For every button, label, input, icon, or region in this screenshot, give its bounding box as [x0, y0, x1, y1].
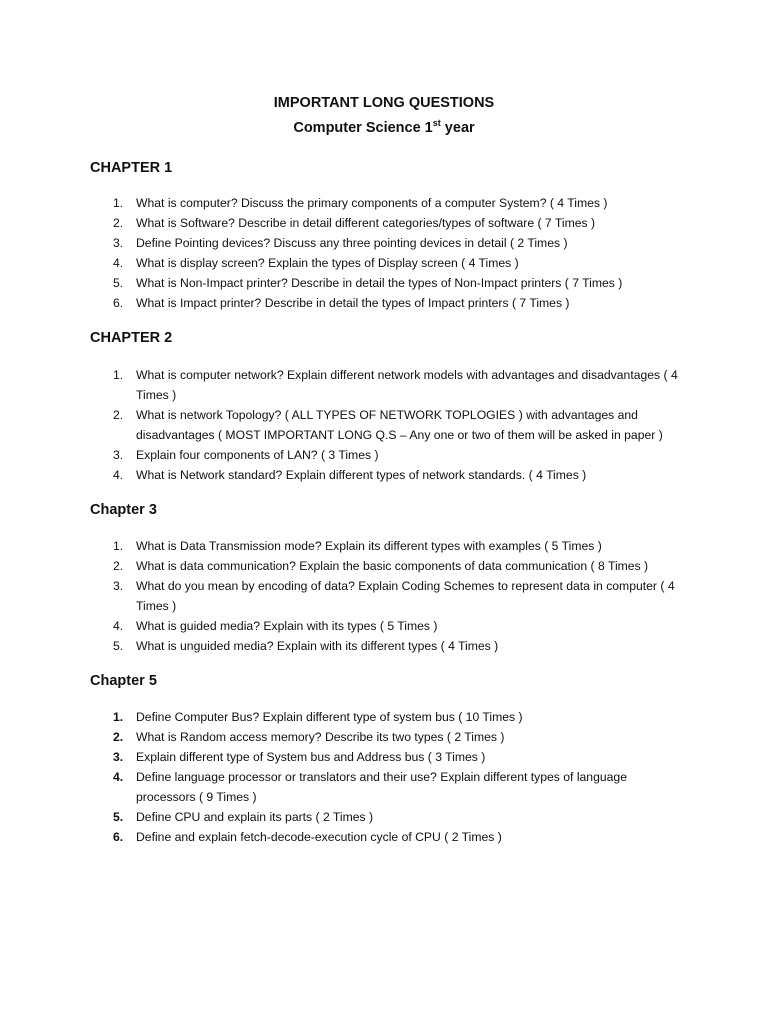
list-item: [0, 767, 768, 807]
list-item: [0, 293, 768, 313]
question-number: 2.: [113, 559, 124, 573]
list-item: [0, 213, 768, 233]
question-number: 1.: [113, 539, 124, 553]
document-subtitle: [0, 120, 768, 136]
question-text: Define CPU and explain its parts ( 2 Times ): [136, 810, 374, 824]
list-item: [0, 536, 768, 556]
chapter-3-heading: Chapter 3: [90, 502, 157, 518]
question-number: 5.: [113, 276, 124, 290]
chapter-5-heading: Chapter 5: [90, 673, 157, 689]
question-text: Explain different type of System bus and Address bus ( 3 Times ): [136, 750, 486, 764]
chapter-1-questions: [0, 193, 768, 313]
list-item: [0, 636, 768, 656]
list-item: [0, 445, 768, 465]
question-text: What is network Topology? ( ALL TYPES OF NETWORK TOPLOGIES ) with advantages and disadvantages ( MOST IMPORTANT LONG Q.S – Any one or two of them will be asked in paper ): [136, 408, 663, 442]
question-number: 5.: [113, 810, 124, 824]
list-item: [0, 233, 768, 253]
list-item: [0, 253, 768, 273]
question-text: What is Random access memory? Describe its two types ( 2 Times ): [136, 730, 505, 744]
question-number: 1.: [113, 710, 124, 724]
list-item: [0, 707, 768, 727]
question-text: What is computer network? Explain different network models with advantages and disadvantages ( 4 Times ): [136, 368, 678, 402]
question-number: 6.: [113, 296, 124, 310]
question-number: 3.: [113, 236, 124, 250]
list-item: [0, 556, 768, 576]
chapter-2-heading: CHAPTER 2: [90, 330, 173, 346]
chapter-1-heading: CHAPTER 1: [90, 160, 173, 176]
list-item: [0, 405, 768, 445]
list-item: [0, 616, 768, 636]
question-number: 2.: [113, 408, 124, 422]
chapter-3-questions: [0, 536, 768, 656]
list-item: [0, 807, 768, 827]
document-title: IMPORTANT LONG QUESTIONS: [273, 95, 495, 111]
subtitle-tail: year: [440, 120, 475, 136]
question-text: What is data communication? Explain the basic components of data communication ( 8 Times ): [136, 559, 649, 573]
question-text: What is unguided media? Explain with its different types ( 4 Times ): [136, 639, 499, 653]
question-number: 4.: [113, 619, 124, 633]
list-item: [0, 365, 768, 405]
question-text: What is computer? Discuss the primary components of a computer System? ( 4 Times ): [136, 196, 608, 210]
question-number: 3.: [113, 579, 124, 593]
question-number: 2.: [113, 730, 124, 744]
question-text: Define language processor or translators and their use? Explain different types of language processors ( 9 Times ): [136, 770, 627, 804]
list-item: [0, 747, 768, 767]
question-text: What is Data Transmission mode? Explain its different types with examples ( 5 Times ): [136, 539, 602, 553]
question-number: 3.: [113, 750, 124, 764]
list-item: [0, 465, 768, 485]
question-text: Define and explain fetch-decode-execution cycle of CPU ( 2 Times ): [136, 830, 502, 844]
question-text: What do you mean by encoding of data? Explain Coding Schemes to represent data in computer ( 4 Times ): [136, 579, 675, 613]
question-text: Explain four components of LAN? ( 3 Times ): [136, 448, 379, 462]
list-item: [0, 193, 768, 213]
question-number: 5.: [113, 639, 124, 653]
question-number: 4.: [113, 468, 124, 482]
chapter-5-questions: [0, 707, 768, 847]
question-number: 6.: [113, 830, 124, 844]
question-number: 1.: [113, 368, 124, 382]
question-text: What is guided media? Explain with its types ( 5 Times ): [136, 619, 438, 633]
list-item: [0, 727, 768, 747]
question-number: 4.: [113, 256, 124, 270]
question-number: 4.: [113, 770, 124, 784]
question-text: Define Pointing devices? Discuss any three pointing devices in detail ( 2 Times ): [136, 236, 568, 250]
question-text: What is display screen? Explain the types of Display screen ( 4 Times ): [136, 256, 519, 270]
list-item: [0, 827, 768, 847]
question-number: 3.: [113, 448, 124, 462]
list-item: [0, 273, 768, 293]
list-item: [0, 576, 768, 616]
question-text: What is Non-Impact printer? Describe in detail the types of Non-Impact printers ( 7 Times ): [136, 276, 623, 290]
question-text: What is Network standard? Explain different types of network standards. ( 4 Times ): [136, 468, 587, 482]
question-number: 1.: [113, 196, 124, 210]
question-text: Define Computer Bus? Explain different type of system bus ( 10 Times ): [136, 710, 523, 724]
chapter-2-questions: [0, 365, 768, 485]
question-text: What is Impact printer? Describe in detail the types of Impact printers ( 7 Times ): [136, 296, 570, 310]
subtitle-main: Computer Science 1: [293, 120, 433, 136]
subtitle-superscript: st: [432, 118, 441, 129]
question-number: 2.: [113, 216, 124, 230]
question-text: What is Software? Describe in detail different categories/types of software ( 7 Times ): [136, 216, 596, 230]
